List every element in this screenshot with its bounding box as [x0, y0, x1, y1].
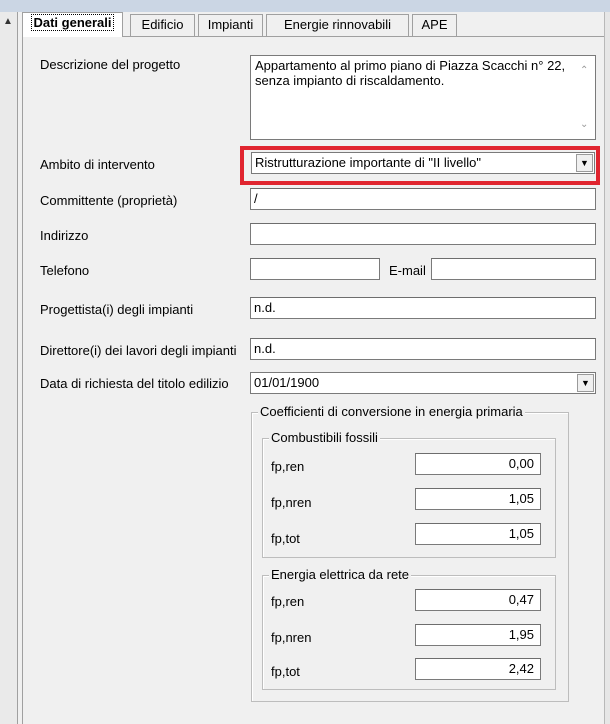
right-scroll-edge[interactable]: [604, 12, 610, 724]
descrizione-textarea[interactable]: [250, 55, 596, 140]
chevron-down-icon[interactable]: ▼: [577, 374, 594, 392]
tab-energie-rinnovabili[interactable]: Energie rinnovabili: [266, 14, 409, 36]
indirizzo-field[interactable]: [250, 223, 596, 245]
window-top-strip: [0, 0, 610, 12]
elettrica-fpren-label: fp,ren: [271, 594, 305, 609]
scroll-up-icon[interactable]: ⌃: [580, 65, 589, 76]
elettrica-fpnren-label: fp,nren: [271, 630, 312, 645]
fossili-fptot-label: fp,tot: [271, 531, 300, 546]
elettrica-fpnren-field[interactable]: 1,95: [415, 624, 541, 646]
committente-label: Committente (proprietà): [40, 193, 178, 208]
fossili-fptot-field[interactable]: 1,05: [415, 523, 541, 545]
scroll-down-icon[interactable]: ⌄: [580, 119, 589, 130]
chevron-down-icon[interactable]: ▼: [576, 154, 593, 172]
data-label: Data di richiesta del titolo edilizio: [40, 376, 229, 391]
indirizzo-label: Indirizzo: [40, 228, 89, 243]
elettrica-fptot-field[interactable]: 2,42: [415, 658, 541, 680]
direttore-field[interactable]: n.d.: [250, 338, 596, 360]
tab-edificio[interactable]: Edificio: [130, 14, 195, 36]
descrizione-text: Appartamento al primo piano di Piazza Scacchi n° 22, senza impianto di riscaldamento.: [255, 58, 566, 88]
direttore-label: Direttore(i) dei lavori degli impianti: [40, 343, 237, 358]
fossili-fpren-field[interactable]: 0,00: [415, 453, 541, 475]
email-label: E-mail: [389, 263, 426, 278]
ambito-select[interactable]: [251, 152, 595, 174]
combustibili-fossili-title: Combustibili fossili: [271, 430, 378, 445]
chevron-up-icon[interactable]: ▲: [3, 16, 13, 27]
data-select[interactable]: [250, 372, 596, 394]
fossili-fpnren-field[interactable]: 1,05: [415, 488, 541, 510]
energia-elettrica-title: Energia elettrica da rete: [271, 567, 410, 582]
tab-dati-generali[interactable]: Dati generali: [22, 12, 123, 37]
ambito-value: Ristrutturazione importante di "II livello": [255, 155, 481, 170]
ambito-label: Ambito di intervento: [40, 157, 155, 172]
tab-impianti[interactable]: Impianti: [198, 14, 263, 36]
coefficienti-title: Coefficienti di conversione in energia primaria: [260, 404, 523, 419]
fossili-fpnren-label: fp,nren: [271, 495, 312, 510]
progettista-label: Progettista(i) degli impianti: [40, 302, 194, 317]
descrizione-label: Descrizione del progetto: [40, 57, 181, 72]
left-collapse-bar[interactable]: [0, 12, 18, 724]
tab-ape[interactable]: APE: [412, 14, 457, 36]
telefono-field[interactable]: [250, 258, 380, 280]
telefono-label: Telefono: [40, 263, 90, 278]
email-field[interactable]: [431, 258, 596, 280]
descrizione-scrollbar[interactable]: [577, 57, 594, 138]
fossili-fpren-label: fp,ren: [271, 459, 305, 474]
data-value: 01/01/1900: [254, 375, 320, 390]
elettrica-fptot-label: fp,tot: [271, 664, 300, 679]
committente-field[interactable]: /: [250, 188, 596, 210]
elettrica-fpren-field[interactable]: 0,47: [415, 589, 541, 611]
progettista-field[interactable]: n.d.: [250, 297, 596, 319]
